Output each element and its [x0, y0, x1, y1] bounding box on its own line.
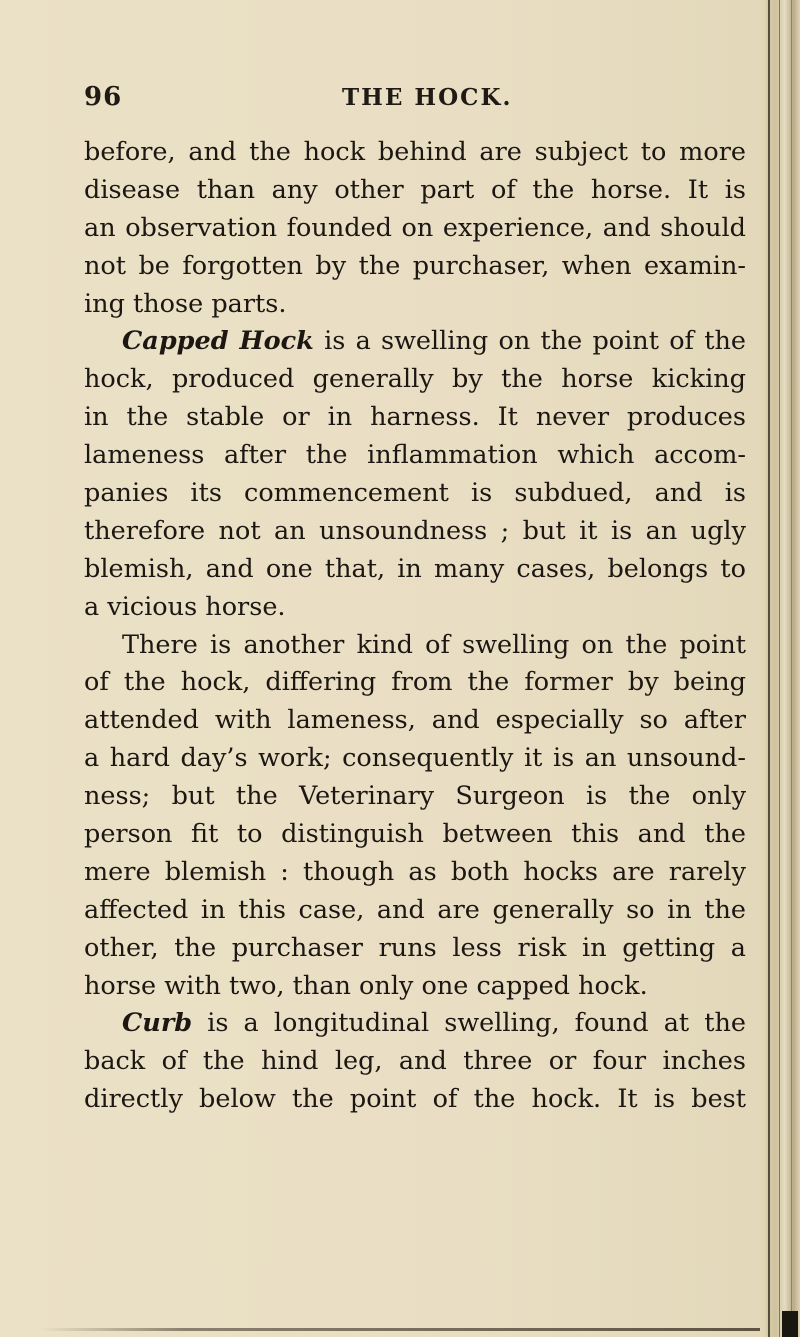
- text-line: There is another kind of swelling on the point: [122, 629, 746, 660]
- text-line-fragment: is a longitudinal swelling, found at the: [207, 1008, 746, 1039]
- body-text: [84, 134, 746, 1119]
- text-line-fragment: is a swelling on the point of the: [324, 326, 746, 357]
- text-line: before, and the hock behind are subject to more: [84, 137, 746, 167]
- text-line: other, the purchaser runs less risk in getting a: [84, 932, 746, 963]
- text-line: attended with lameness, and especially so after: [84, 705, 746, 736]
- running-head: THE HOCK.: [342, 84, 513, 111]
- page-edge-shadow: [766, 0, 800, 1337]
- text-line: ness; but the Veterinary Surgeon is the only: [84, 781, 746, 812]
- text-line: hock, produced generally by the horse kicking: [84, 364, 746, 395]
- text-line: horse with two, than only one capped hock.: [84, 970, 648, 1001]
- text-line: back of the hind leg, and three or four inches: [84, 1046, 746, 1077]
- text-line: of the hock, differing from the former by being: [84, 667, 746, 698]
- text-line: ing those parts.: [84, 288, 287, 319]
- italic-term-curb: Curb: [122, 1008, 193, 1039]
- page-edge-line: [779, 0, 780, 1337]
- text-line: blemish, and one that, in many cases, belongs to: [84, 553, 746, 584]
- corner-mark: [782, 1311, 798, 1337]
- text-line: not be forgotten by the purchaser, when examin-: [84, 250, 746, 281]
- page-number: 96: [84, 82, 123, 112]
- text-line: a vicious horse.: [84, 591, 286, 622]
- text-line: a hard day’s work; consequently it is an unsound-: [84, 743, 746, 774]
- text-line: disease than any other part of the horse. It is: [84, 174, 746, 205]
- paragraph-capped-hock: [84, 323, 746, 361]
- text-line: therefore not an unsoundness ; but it is an ugly: [84, 515, 746, 546]
- text-line: affected in this case, and are generally so in the: [84, 894, 746, 925]
- bottom-edge-rule: [40, 1328, 760, 1331]
- text-line: person fit to distinguish between this and the: [84, 819, 746, 850]
- page-edge-line: [768, 0, 770, 1337]
- text-line: lameness after the inflammation which accom-: [84, 440, 746, 471]
- italic-term-capped-hock: Capped Hock: [122, 326, 314, 357]
- paragraph-curb: [84, 1005, 746, 1043]
- text-line: mere blemish : though as both hocks are rarely: [84, 856, 746, 887]
- text-line: directly below the point of the hock. It is best: [84, 1084, 746, 1115]
- text-line: panies its commencement is subdued, and is: [84, 478, 746, 509]
- text-line: in the stable or in harness. It never produces: [84, 402, 746, 433]
- page-edge-line: [791, 0, 792, 1337]
- text-line: an observation founded on experience, and should: [84, 212, 746, 243]
- page-header: [84, 82, 724, 122]
